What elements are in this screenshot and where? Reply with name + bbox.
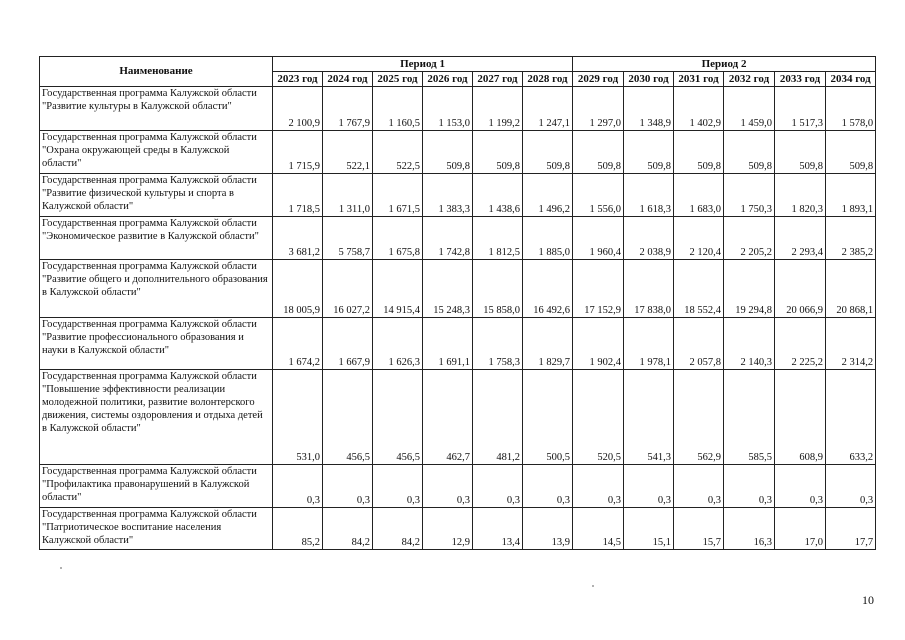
value-cell: 0,3 bbox=[573, 465, 624, 508]
table-row bbox=[40, 174, 876, 217]
year-header: 2029 год bbox=[573, 72, 624, 87]
value-cell: 2 205,2 bbox=[724, 217, 775, 260]
value-cell: 2 140,3 bbox=[724, 318, 775, 370]
value-cell: 1 311,0 bbox=[323, 174, 373, 217]
name-column-header: Наименование bbox=[40, 57, 273, 87]
year-header: 2033 год bbox=[775, 72, 826, 87]
table-row bbox=[40, 260, 876, 318]
value-cell: 84,2 bbox=[323, 508, 373, 550]
value-cell: 1 438,6 bbox=[473, 174, 523, 217]
year-header: 2034 год bbox=[826, 72, 876, 87]
value-cell: 509,8 bbox=[775, 131, 826, 174]
value-cell: 509,8 bbox=[826, 131, 876, 174]
value-cell: 15,1 bbox=[624, 508, 674, 550]
value-cell: 15 248,3 bbox=[423, 260, 473, 318]
value-cell: 608,9 bbox=[775, 370, 826, 465]
value-cell: 509,8 bbox=[724, 131, 775, 174]
value-cell: 520,5 bbox=[573, 370, 624, 465]
value-cell: 1 160,5 bbox=[373, 87, 423, 131]
value-cell: 1 383,3 bbox=[423, 174, 473, 217]
program-name-cell: Государственная программа Калужской области "Развитие профессионального образования и науки в Калужской области" bbox=[40, 318, 273, 370]
program-name-cell: Государственная программа Калужской области "Экономическое развитие в Калужской области" bbox=[40, 217, 273, 260]
value-cell: 0,3 bbox=[423, 465, 473, 508]
year-header: 2023 год bbox=[273, 72, 323, 87]
value-cell: 1 885,0 bbox=[523, 217, 573, 260]
year-header: 2025 год bbox=[373, 72, 423, 87]
value-cell: 5 758,7 bbox=[323, 217, 373, 260]
value-cell: 18 005,9 bbox=[273, 260, 323, 318]
value-cell: 1 812,5 bbox=[473, 217, 523, 260]
year-header: 2028 год bbox=[523, 72, 573, 87]
value-cell: 1 683,0 bbox=[674, 174, 724, 217]
value-cell: 1 556,0 bbox=[573, 174, 624, 217]
value-cell: 2 385,2 bbox=[826, 217, 876, 260]
value-cell: 1 820,3 bbox=[775, 174, 826, 217]
value-cell: 1 153,0 bbox=[423, 87, 473, 131]
program-name-cell: Государственная программа Калужской области "Патриотическое воспитание населения Калужской области" bbox=[40, 508, 273, 550]
value-cell: 1 902,4 bbox=[573, 318, 624, 370]
value-cell: 2 120,4 bbox=[674, 217, 724, 260]
year-header: 2026 год bbox=[423, 72, 473, 87]
program-name-cell: Государственная программа Калужской области "Повышение эффективности реализации молодежной политики, развитие волонтерского движения, системы оздоровления и отдыха детей в Калужской области" bbox=[40, 370, 273, 465]
value-cell: 1 517,3 bbox=[775, 87, 826, 131]
value-cell: 1 618,3 bbox=[624, 174, 674, 217]
value-cell: 1 674,2 bbox=[273, 318, 323, 370]
value-cell: 522,1 bbox=[323, 131, 373, 174]
table-row bbox=[40, 87, 876, 131]
value-cell: 2 225,2 bbox=[775, 318, 826, 370]
value-cell: 1 496,2 bbox=[523, 174, 573, 217]
value-cell: 15 858,0 bbox=[473, 260, 523, 318]
value-cell: 0,3 bbox=[775, 465, 826, 508]
value-cell: 633,2 bbox=[826, 370, 876, 465]
value-cell: 522,5 bbox=[373, 131, 423, 174]
value-cell: 12,9 bbox=[423, 508, 473, 550]
value-cell: 2 057,8 bbox=[674, 318, 724, 370]
period-1-header: Период 1 bbox=[273, 57, 573, 72]
value-cell: 1 893,1 bbox=[826, 174, 876, 217]
value-cell: 13,9 bbox=[523, 508, 573, 550]
value-cell: 1 691,1 bbox=[423, 318, 473, 370]
value-cell: 1 247,1 bbox=[523, 87, 573, 131]
value-cell: 16,3 bbox=[724, 508, 775, 550]
table-row bbox=[40, 318, 876, 370]
value-cell: 20 066,9 bbox=[775, 260, 826, 318]
value-cell: 17,7 bbox=[826, 508, 876, 550]
scan-speck bbox=[60, 567, 62, 569]
table-row bbox=[40, 217, 876, 260]
year-header: 2031 год bbox=[674, 72, 724, 87]
program-name-cell: Государственная программа Калужской области "Профилактика правонарушений в Калужской области" bbox=[40, 465, 273, 508]
value-cell: 0,3 bbox=[273, 465, 323, 508]
value-cell: 509,8 bbox=[423, 131, 473, 174]
value-cell: 509,8 bbox=[674, 131, 724, 174]
value-cell: 0,3 bbox=[624, 465, 674, 508]
table-row bbox=[40, 508, 876, 550]
value-cell: 1 199,2 bbox=[473, 87, 523, 131]
value-cell: 585,5 bbox=[724, 370, 775, 465]
value-cell: 541,3 bbox=[624, 370, 674, 465]
year-header: 2032 год bbox=[724, 72, 775, 87]
value-cell: 1 742,8 bbox=[423, 217, 473, 260]
program-name-cell: Государственная программа Калужской области "Развитие физической культуры и спорта в Калужской области" bbox=[40, 174, 273, 217]
table-body bbox=[40, 87, 876, 550]
value-cell: 0,3 bbox=[724, 465, 775, 508]
value-cell: 17 152,9 bbox=[573, 260, 624, 318]
value-cell: 20 868,1 bbox=[826, 260, 876, 318]
value-cell: 481,2 bbox=[473, 370, 523, 465]
value-cell: 1 459,0 bbox=[724, 87, 775, 131]
value-cell: 2 314,2 bbox=[826, 318, 876, 370]
value-cell: 18 552,4 bbox=[674, 260, 724, 318]
table-row bbox=[40, 465, 876, 508]
page-number: 10 bbox=[862, 593, 874, 607]
value-cell: 16 027,2 bbox=[323, 260, 373, 318]
budget-table bbox=[39, 56, 876, 550]
value-cell: 1 297,0 bbox=[573, 87, 624, 131]
scan-speck bbox=[592, 585, 594, 587]
year-header: 2030 год bbox=[624, 72, 674, 87]
value-cell: 1 718,5 bbox=[273, 174, 323, 217]
value-cell: 19 294,8 bbox=[724, 260, 775, 318]
program-name-cell: Государственная программа Калужской области "Охрана окружающей среды в Калужской области" bbox=[40, 131, 273, 174]
value-cell: 0,3 bbox=[323, 465, 373, 508]
value-cell: 16 492,6 bbox=[523, 260, 573, 318]
value-cell: 1 715,9 bbox=[273, 131, 323, 174]
program-name-cell: Государственная программа Калужской области "Развитие культуры в Калужской области" bbox=[40, 87, 273, 131]
value-cell: 509,8 bbox=[573, 131, 624, 174]
value-cell: 509,8 bbox=[624, 131, 674, 174]
value-cell: 14 915,4 bbox=[373, 260, 423, 318]
table-row bbox=[40, 131, 876, 174]
value-cell: 1 671,5 bbox=[373, 174, 423, 217]
value-cell: 15,7 bbox=[674, 508, 724, 550]
value-cell: 0,3 bbox=[674, 465, 724, 508]
value-cell: 0,3 bbox=[826, 465, 876, 508]
value-cell: 17,0 bbox=[775, 508, 826, 550]
value-cell: 462,7 bbox=[423, 370, 473, 465]
value-cell: 1 348,9 bbox=[624, 87, 674, 131]
table-row bbox=[40, 370, 876, 465]
value-cell: 509,8 bbox=[473, 131, 523, 174]
value-cell: 509,8 bbox=[523, 131, 573, 174]
value-cell: 531,0 bbox=[273, 370, 323, 465]
value-cell: 1 626,3 bbox=[373, 318, 423, 370]
value-cell: 2 293,4 bbox=[775, 217, 826, 260]
value-cell: 1 667,9 bbox=[323, 318, 373, 370]
value-cell: 17 838,0 bbox=[624, 260, 674, 318]
value-cell: 2 100,9 bbox=[273, 87, 323, 131]
value-cell: 14,5 bbox=[573, 508, 624, 550]
value-cell: 1 829,7 bbox=[523, 318, 573, 370]
program-name-cell: Государственная программа Калужской области "Развитие общего и дополнительного образования в Калужской области" bbox=[40, 260, 273, 318]
value-cell: 84,2 bbox=[373, 508, 423, 550]
year-header: 2024 год bbox=[323, 72, 373, 87]
value-cell: 0,3 bbox=[523, 465, 573, 508]
value-cell: 500,5 bbox=[523, 370, 573, 465]
year-header: 2027 год bbox=[473, 72, 523, 87]
value-cell: 13,4 bbox=[473, 508, 523, 550]
value-cell: 1 960,4 bbox=[573, 217, 624, 260]
value-cell: 0,3 bbox=[473, 465, 523, 508]
period-2-header: Период 2 bbox=[573, 57, 876, 72]
value-cell: 456,5 bbox=[373, 370, 423, 465]
value-cell: 1 978,1 bbox=[624, 318, 674, 370]
table-header bbox=[40, 57, 876, 87]
value-cell: 1 675,8 bbox=[373, 217, 423, 260]
value-cell: 0,3 bbox=[373, 465, 423, 508]
value-cell: 562,9 bbox=[674, 370, 724, 465]
value-cell: 1 578,0 bbox=[826, 87, 876, 131]
value-cell: 3 681,2 bbox=[273, 217, 323, 260]
value-cell: 1 750,3 bbox=[724, 174, 775, 217]
value-cell: 85,2 bbox=[273, 508, 323, 550]
value-cell: 1 767,9 bbox=[323, 87, 373, 131]
value-cell: 2 038,9 bbox=[624, 217, 674, 260]
value-cell: 1 758,3 bbox=[473, 318, 523, 370]
value-cell: 456,5 bbox=[323, 370, 373, 465]
value-cell: 1 402,9 bbox=[674, 87, 724, 131]
